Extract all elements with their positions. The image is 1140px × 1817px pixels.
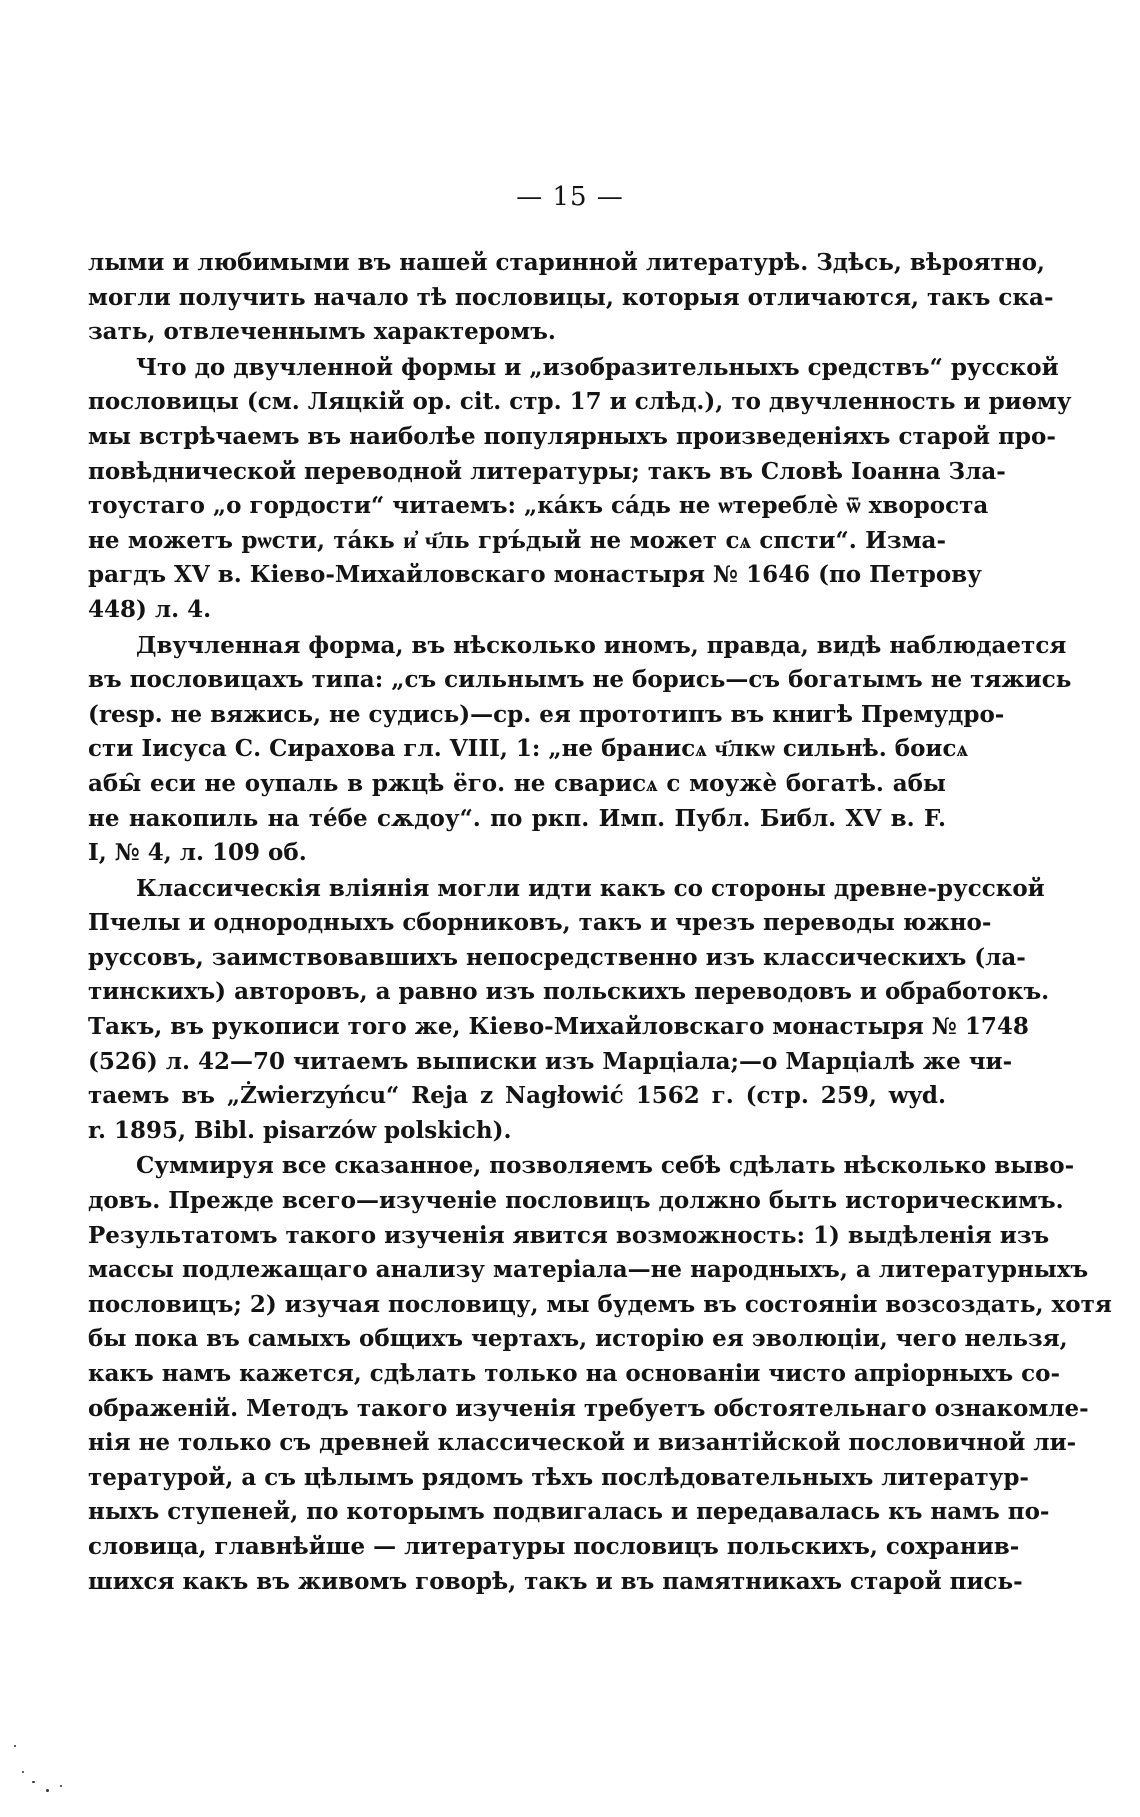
text-line: (resp. не вяжись, не судись)—ср. ея прототипъ въ книгѣ Премудро- — [88, 700, 1005, 728]
text-line: тинскихъ) авторовъ, а равно изъ польскихъ переводовъ и обработокъ. — [88, 978, 1050, 1006]
text-line: бы пока въ самыхъ общихъ чертахъ, исторію ея эволюціи, чего нельзя, — [88, 1325, 1068, 1353]
text-line: рагдъ XV в. Кіево-Михайловскаго монастыря № 1646 (по Петрову — [88, 561, 982, 589]
text-line: Двучленная форма, въ нѣсколько иномъ, правда, видѣ наблюдается — [136, 631, 1067, 659]
text-line: повѣднической переводной литературы; такъ въ Словѣ Іоанна Зла- — [88, 457, 1006, 485]
text-line: какъ намъ кажется, сдѣлать только на основаніи чисто апріорныхъ со- — [88, 1360, 1061, 1387]
text-line: пословицъ; 2) изучая пословицу, мы будемъ въ состояніи возсоздать, хотя — [88, 1290, 1112, 1318]
text-line: могли получить начало тѣ пословицы, которыя отличаются, такъ ска- — [88, 283, 1054, 311]
text-line: Пчелы и однородныхъ сборниковъ, такъ и чрезъ переводы южно- — [88, 909, 992, 937]
text-line: I, № 4, л. 109 об. — [88, 839, 307, 867]
text-line: 448) л. 4. — [88, 595, 212, 623]
text-line: въ пословицахъ типа: „съ сильнымъ не борись—съ богатымъ не тяжись — [88, 666, 1072, 694]
text-line: шихся какъ въ живомъ говорѣ, такъ и въ памятникахъ старой пись- — [88, 1567, 1023, 1595]
text-line: словица, главнѣйше — литературы пословицъ польскихъ, сохранив- — [88, 1532, 1020, 1560]
text-line: нія не только съ древней классической и византійской пословичной ли- — [88, 1429, 1077, 1457]
scan-margin-marks — [8, 1723, 68, 1803]
text-line: довъ. Прежде всего—изученіе пословицъ должно быть историческимъ. — [88, 1187, 1064, 1215]
paragraph-1 — [88, 246, 1054, 350]
text-line: тературой, а съ цѣлымъ рядомъ тѣхъ послѣдовательныхъ литератур- — [88, 1463, 1029, 1491]
body-text — [88, 246, 1112, 1600]
text-line: Что до двучленной формы и „изобразительныхъ средствъ“ русской — [136, 353, 1059, 381]
text-line: мы встрѣчаемъ въ наиболѣе популярныхъ произведеніяхъ старой про- — [88, 422, 1056, 450]
text-line: Результатомъ такого изученія явится возможность: 1) выдѣленія изъ — [88, 1221, 1050, 1249]
text-line: зать, отвлеченнымъ характеромъ. — [88, 318, 556, 346]
text-line: Классическія вліянія могли идти какъ со стороны древне-русской — [136, 874, 1045, 902]
text-line: ныхъ ступеней, по которымъ подвигалась и передавалась къ намъ по- — [88, 1498, 1050, 1526]
text-line: сти Іисуса С. Сирахова гл. VIII, 1: „не бранисѧ ч҃лкѡ сильнѣ. боисѧ — [88, 735, 968, 763]
text-line: лыми и любимыми въ нашей старинной литературѣ. Здѣсь, вѣроятно, — [88, 249, 1045, 276]
text-line: ображеній. Методъ такого изученія требуетъ обстоятельнаго ознакомле- — [88, 1394, 1089, 1422]
text-line: руссовъ, заимствовавшихъ непосредственно изъ классическихъ (ла- — [88, 943, 1026, 971]
text-line: Суммируя все сказанное, позволяемъ себѣ сдѣлать нѣсколько выво- — [136, 1152, 1075, 1180]
text-line: абы̑ еси не оупаль в ржцѣ ёго. не сварисѧ с моужѐ богатѣ. абы — [88, 769, 946, 797]
page-number: — 15 — — [516, 182, 624, 212]
text-line: тоустаго „о гордости“ читаемъ: „ка́къ са́дь не ѡтереблѐ ѿ хвороста — [88, 492, 989, 520]
text-line: r. 1895, Bibl. pisarzów polskich). — [88, 1116, 512, 1144]
text-line: не можетъ рѡсти, та́кь и҆ ч҃ль гръ́дый не может сѧ спсти“. Изма- — [88, 526, 946, 554]
text-line: пословицы (см. Ляцкій op. cit. стр. 17 и слѣд.), то двучленность и риѳму — [88, 388, 1072, 416]
text-line: Такъ, въ рукописи того же, Кіево-Михайловскаго монастыря № 1748 — [88, 1013, 1029, 1041]
text-line: таемъ въ „Żwierzyńcu“ Reja z Nagłowić 1562 г. (стр. 259, wyd. — [88, 1082, 946, 1110]
text-line: массы подлежащаго анализу матеріала—не народныхъ, а литературныхъ — [88, 1256, 1089, 1284]
paragraph-5 — [88, 1149, 1112, 1599]
paragraph-3 — [88, 629, 1072, 871]
paragraph-4 — [88, 872, 1050, 1149]
paragraph-2 — [88, 351, 1072, 628]
text-line: (526) л. 42—70 читаемъ выписки изъ Марціала;—о Марціалѣ же чи- — [88, 1047, 1013, 1075]
text-line: не накопиль на те́бе сѫдоу“. по ркп. Имп. Публ. Библ. XV в. F. — [88, 804, 946, 832]
